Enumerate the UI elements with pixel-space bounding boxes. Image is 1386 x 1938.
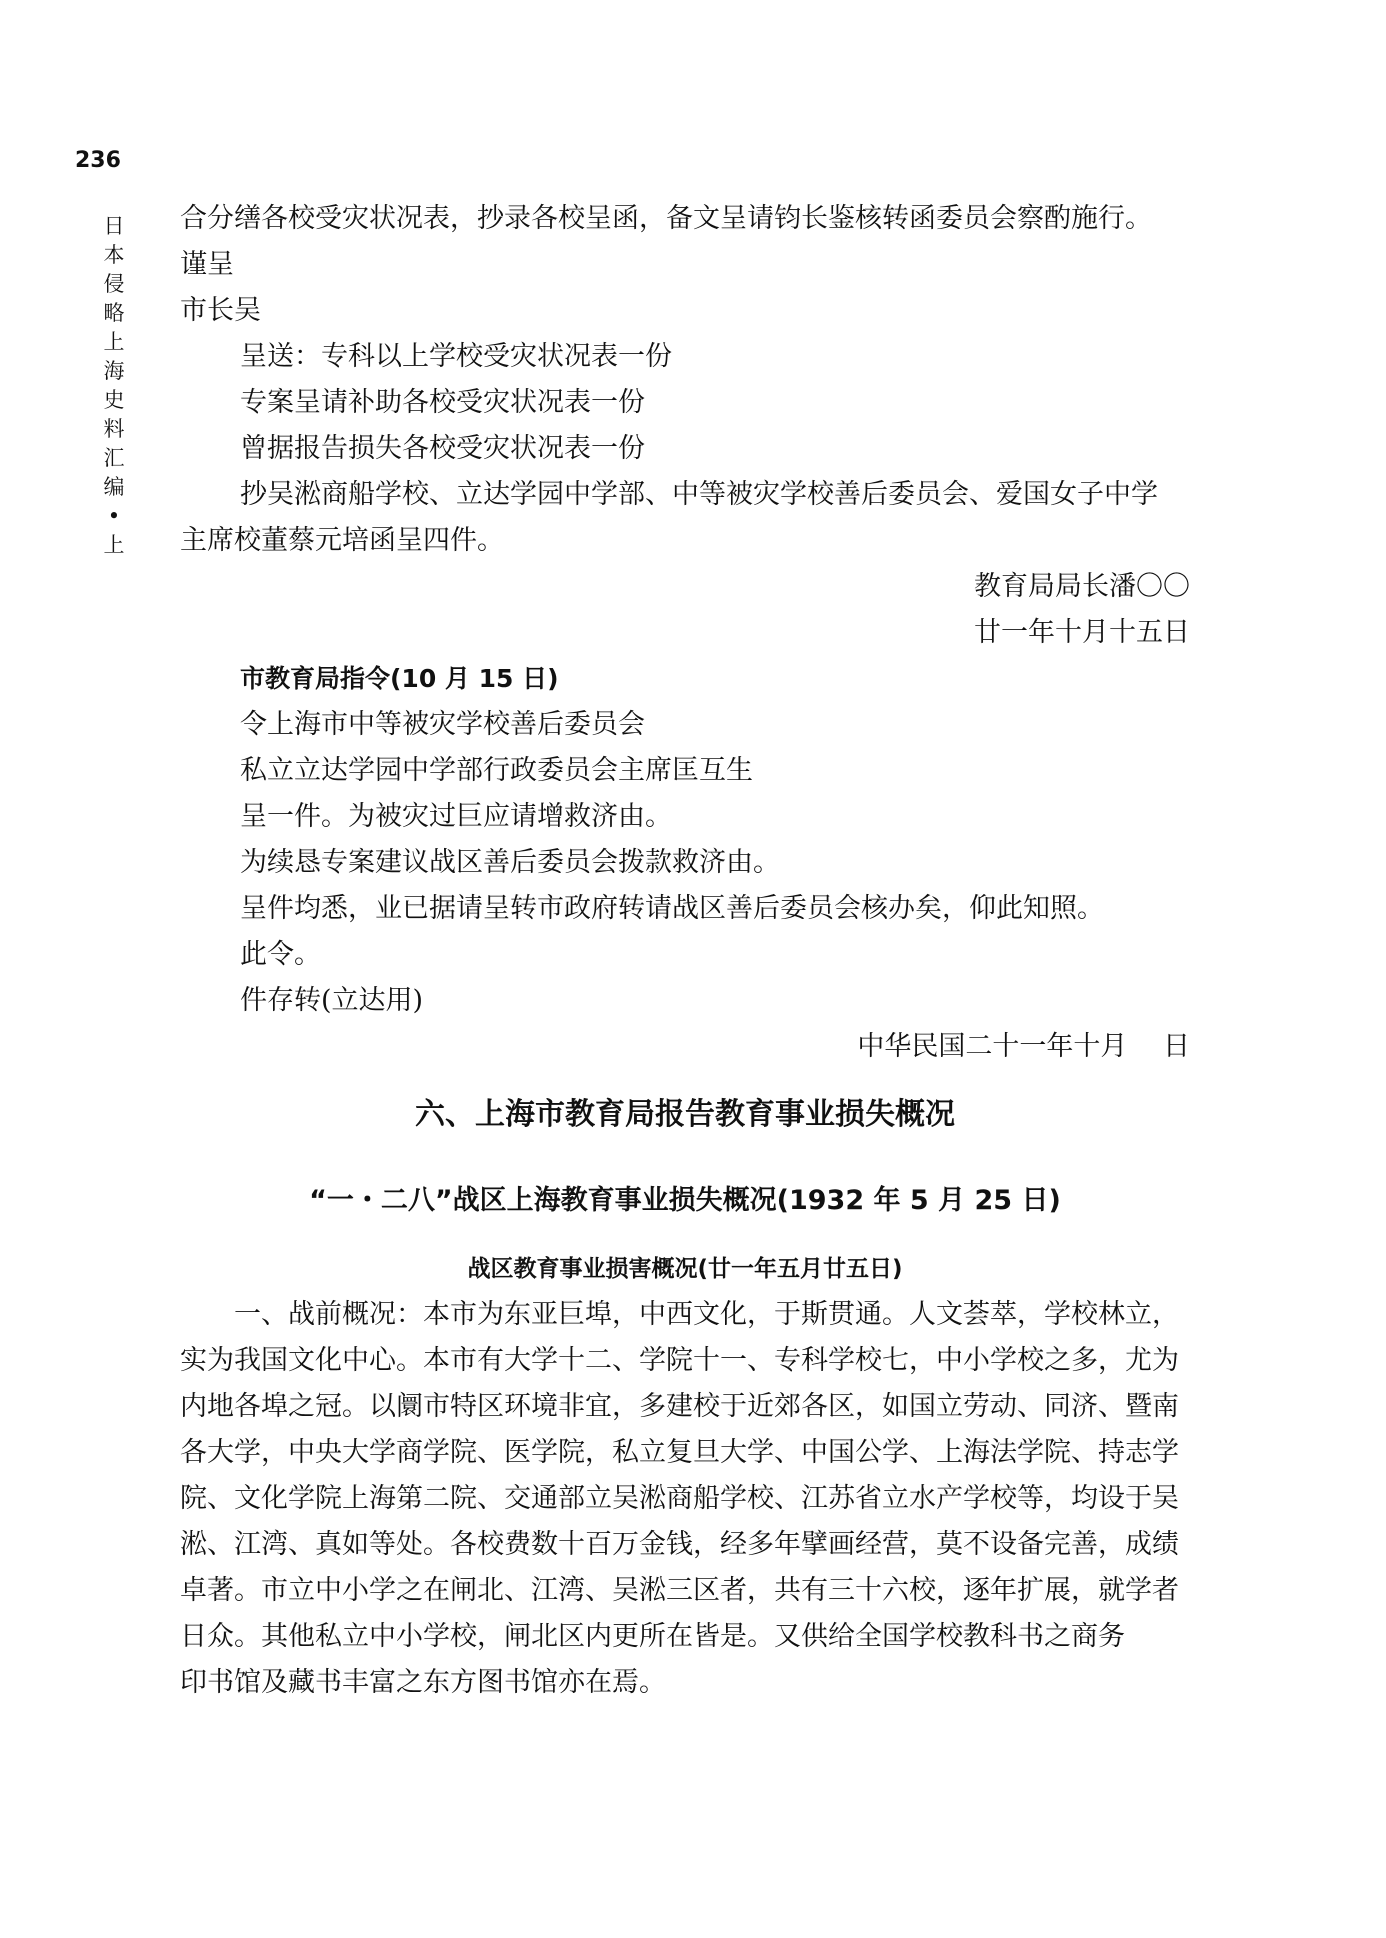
page-number: 236	[75, 148, 121, 173]
enclosure-line: 专案呈请补助各校受灾状况表一份	[240, 387, 645, 418]
body-line: 日众。其他私立中小学校，闸北区内更所在皆是。又供给全国学校教科书之商务	[180, 1621, 1125, 1652]
directive-line: 为续恳专案建议战区善后委员会拨款救济由。	[240, 847, 780, 878]
enclosure-continuation: 主席校董蔡元培函呈四件。	[180, 525, 504, 556]
running-title	[101, 212, 127, 560]
text-line: 合分缮各校受灾状况表，抄录各校呈函，备文呈请钧长鉴核转函委员会察酌施行。	[180, 203, 1152, 234]
body-line: 印书馆及藏书丰富之东方图书馆亦在焉。	[180, 1667, 666, 1698]
directive-line: 令上海市中等被灾学校善后委员会	[240, 709, 645, 740]
enclosure-line: 呈送：专科以上学校受灾状况表一份	[240, 341, 672, 372]
text-line: 谨呈	[180, 249, 234, 280]
running-title-char: 料	[103, 417, 125, 441]
directive-line: 私立立达学园中学部行政委员会主席匡互生	[240, 755, 753, 786]
running-title-char: 上	[103, 533, 125, 557]
enclosure-line: 抄吴淞商船学校、立达学园中学部、中等被灾学校善后委员会、爱国女子中学	[240, 479, 1158, 510]
directive-line: 呈一件。为被灾过巨应请增救济由。	[240, 801, 672, 832]
text-line: 市长吴	[180, 295, 261, 326]
body-line: 实为我国文化中心。本市有大学十二、学院十一、专科学校七，中小学校之多，尤为	[180, 1345, 1179, 1376]
running-title-char: 海	[103, 359, 125, 383]
directive-line: 呈件均悉，业已据请呈转市政府转请战区善后委员会核办矣，仰此知照。	[240, 893, 1104, 924]
running-title-char: 日	[103, 214, 125, 238]
body-line: 各大学，中央大学商学院、医学院，私立复旦大学、中国公学、上海法学院、持志学	[180, 1437, 1179, 1468]
section-title: 六、上海市教育局报告教育事业损失概况	[415, 1097, 955, 1132]
subsection-title: “一・二八”战区上海教育事业损失概况(1932 年 5 月 25 日)	[309, 1185, 1061, 1216]
directive-title: 市教育局指令(10 月 15 日)	[240, 664, 559, 693]
directive-line: 此令。	[240, 939, 321, 970]
body-line: 淞、江湾、真如等处。各校费数十百万金钱，经多年擘画经营，莫不设备完善，成绩	[180, 1529, 1179, 1560]
running-title-char: 本	[103, 243, 125, 267]
signature-date: 廿一年十月十五日	[974, 617, 1190, 648]
running-title-char: 史	[103, 388, 125, 412]
directive-date: 中华民国二十一年十月 日	[857, 1031, 1190, 1062]
running-title-char: 编	[103, 475, 125, 499]
body-line: 内地各埠之冠。以阛市特区环境非宜，多建校于近郊各区，如国立劳动、同济、暨南	[180, 1391, 1179, 1422]
running-title-char: 汇	[103, 446, 125, 470]
directive-line: 件存转(立达用)	[240, 985, 424, 1016]
body-line: 一、战前概况：本市为东亚巨埠，中西文化，于斯贯通。人文荟萃，学校林立，	[234, 1299, 1179, 1330]
running-title-char: 略	[103, 301, 125, 325]
running-title-char: 侵	[103, 272, 125, 296]
signature-name: 教育局局长潘〇〇	[974, 571, 1190, 602]
running-title-char: 上	[103, 330, 125, 354]
sub-subsection-title: 战区教育事业损害概况(廿一年五月廿五日)	[467, 1256, 903, 1282]
body-line: 卓著。市立中小学之在闸北、江湾、吴淞三区者，共有三十六校，逐年扩展，就学者	[180, 1575, 1179, 1606]
enclosure-line: 曾据报告损失各校受灾状况表一份	[240, 433, 645, 464]
running-title-char: •	[107, 504, 121, 528]
page-content	[180, 196, 1190, 1706]
body-line: 院、文化学院上海第二院、交通部立吴淞商船学校、江苏省立水产学校等，均设于吴	[180, 1483, 1179, 1514]
